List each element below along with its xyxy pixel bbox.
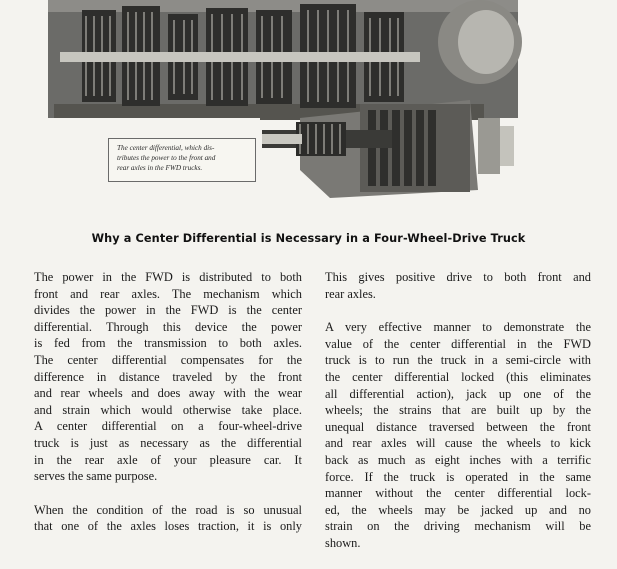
text-line: A very effective manner to demonstrate the (325, 320, 591, 335)
text-line: truck is to run the truck in a semi-circle with (325, 353, 591, 368)
text-line: When the condition of the road is so unusual (34, 502, 302, 517)
text-line: the center differential locked (this eliminates (325, 369, 591, 384)
text-line: ed, the wheels may be jacked up and no (325, 502, 591, 517)
paragraph (34, 269, 302, 485)
text-line: and rear axles will cause the wheels to kick (325, 436, 591, 451)
text-line: strain on the driving mechanism will be (325, 519, 591, 534)
text-line: shown. (325, 535, 361, 550)
paragraph (325, 269, 591, 302)
text-line: and strain which would otherwise take place. (34, 402, 302, 417)
text-line: A center differential on a four-wheel-drive (34, 419, 302, 434)
right-column (325, 269, 591, 569)
text-line: differential. Through this device the power (34, 319, 302, 334)
figure-caption (108, 138, 256, 182)
text-line: in the rear axle of your pleasure car. It (34, 452, 302, 467)
paragraph (34, 502, 302, 535)
caption-line: rear axles in the FWD trucks. (117, 164, 203, 172)
text-line: manner without the center differential lock- (325, 486, 591, 501)
text-line: This gives positive drive to both front and (325, 270, 591, 284)
center-differential-photo (0, 0, 617, 200)
text-line: and rear wheels and does away with the wear (34, 386, 302, 401)
text-line: The center differential compensates for the (34, 352, 302, 367)
text-line: The power in the FWD is distributed to both (34, 270, 302, 284)
text-line: value of the center differential in the FWD (325, 336, 591, 351)
text-line: rear axles. (325, 286, 376, 301)
text-line: is fed from the transmission to both axles. (34, 336, 302, 351)
text-line: back as much as eight inches with a terrific (325, 452, 591, 467)
text-line: force. If the truck is operated in the same (325, 469, 591, 484)
paragraph (325, 319, 591, 551)
text-line: serves the same purpose. (34, 469, 158, 484)
caption-line: The center differential, which dis- (117, 144, 215, 152)
text-line: all differential action), jack up one of the (325, 386, 591, 401)
text-line: that one of the axles loses traction, it is only (34, 519, 302, 534)
page-heading: Why a Center Differential is Necessary in a Four-Wheel-Drive Truck (91, 232, 526, 245)
caption-line: tributes the power to the front and (117, 154, 216, 162)
text-line: divides the power in the FWD is the center (34, 303, 302, 318)
text-line: wheels; the strains that are built up by the (325, 403, 591, 418)
text-line: unequal distance traversed between the front (325, 419, 591, 434)
left-column (34, 269, 302, 552)
text-line: truck is just as necessary as the differential (34, 435, 302, 450)
text-line: difference in distance traveled by the front (34, 369, 302, 384)
text-line: front and rear axles. The mechanism which (34, 286, 302, 301)
